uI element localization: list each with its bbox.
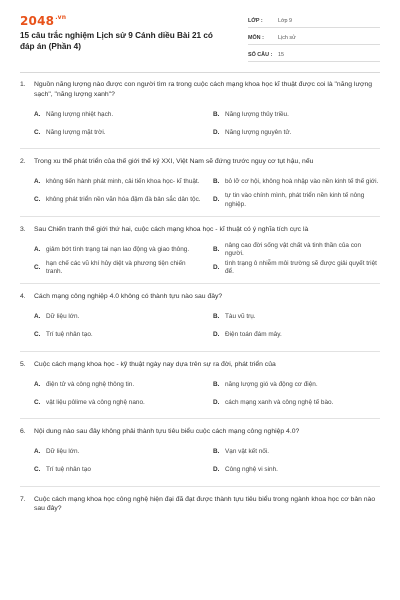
option-text: điện tử và công nghệ thông tin. bbox=[46, 380, 135, 388]
option-letter: A. bbox=[34, 313, 41, 321]
question-number: 2. bbox=[20, 158, 26, 165]
option-a[interactable] bbox=[34, 376, 201, 394]
option-a[interactable] bbox=[34, 106, 201, 124]
option-d[interactable] bbox=[213, 394, 380, 412]
option-b[interactable] bbox=[213, 376, 380, 394]
question-divider bbox=[20, 351, 380, 352]
option-letter: C. bbox=[34, 398, 41, 406]
option-letter: D. bbox=[213, 398, 220, 406]
option-letter: D. bbox=[213, 263, 220, 271]
question-5 bbox=[20, 360, 380, 420]
option-d[interactable] bbox=[213, 462, 380, 480]
meta-label: SỐ CÂU : bbox=[248, 51, 273, 58]
question-number: 6. bbox=[20, 428, 26, 435]
option-text: năng lượng gió và động cơ điện. bbox=[225, 380, 318, 388]
option-text: bỏ lỡ cơ hội, không hoà nhập vào nền kinh tế thế giới. bbox=[225, 178, 379, 186]
option-text: cách mạng xanh và công nghệ tế bào. bbox=[225, 398, 334, 406]
option-c[interactable] bbox=[34, 192, 201, 210]
meta-label: LỚP : bbox=[248, 17, 263, 24]
question-text bbox=[20, 427, 380, 437]
option-text: Tàu vũ trụ. bbox=[225, 313, 256, 321]
option-c[interactable] bbox=[34, 394, 201, 412]
question-number: 3. bbox=[20, 225, 26, 233]
option-letter: B. bbox=[213, 380, 220, 388]
option-text: giảm bớt tình trạng tai nạn lao động và giao thông. bbox=[46, 245, 190, 253]
question-divider bbox=[20, 283, 380, 284]
meta-row-count bbox=[248, 48, 380, 62]
option-text: không phát triển nền văn hóa đậm đà bản sắc dân tộc. bbox=[46, 196, 201, 204]
option-a[interactable] bbox=[34, 174, 201, 192]
option-b[interactable] bbox=[213, 241, 380, 259]
option-d[interactable] bbox=[213, 327, 380, 345]
option-text: Năng lượng mặt trời. bbox=[46, 128, 106, 136]
question-text bbox=[20, 292, 380, 302]
meta-value: 15 bbox=[278, 51, 284, 58]
meta-value: Lớp 9 bbox=[278, 17, 293, 24]
question-4 bbox=[20, 292, 380, 352]
meta-value: Lịch sử bbox=[278, 34, 296, 41]
option-a[interactable] bbox=[34, 444, 201, 462]
option-letter: B. bbox=[213, 110, 220, 118]
option-text: Năng lượng nhiệt hạch. bbox=[46, 110, 114, 118]
question-3 bbox=[20, 225, 380, 285]
option-c[interactable] bbox=[34, 124, 201, 142]
option-a[interactable] bbox=[34, 309, 201, 327]
question-6 bbox=[20, 427, 380, 487]
option-b[interactable] bbox=[213, 444, 380, 462]
option-text: Điện toán đám mây. bbox=[225, 331, 282, 339]
options bbox=[34, 241, 380, 277]
question-body: Trong xu thế phát triển của thế giới thế kỷ XXI, Việt Nam sẽ đứng trước nguy cơ tụt hậu, nếu bbox=[34, 158, 314, 165]
question-text bbox=[20, 157, 380, 167]
option-letter: B. bbox=[213, 313, 220, 321]
option-letter: D. bbox=[213, 128, 220, 136]
option-text: vật liệu pôlime và công nghệ nano. bbox=[46, 398, 145, 406]
question-body: Nội dung nào sau đây không phải thành tựu tiêu biểu cuộc cách mạng công nghiệp 4.0? bbox=[34, 428, 300, 435]
option-letter: C. bbox=[34, 128, 41, 136]
option-letter: A. bbox=[34, 245, 41, 253]
option-text: Trí tuệ nhân tạo bbox=[46, 466, 91, 474]
question-7 bbox=[20, 495, 380, 514]
option-b[interactable] bbox=[213, 309, 380, 327]
header-divider bbox=[20, 72, 380, 73]
option-text: Vạn vật kết nối. bbox=[225, 448, 270, 456]
option-b[interactable] bbox=[213, 106, 380, 124]
question-2 bbox=[20, 157, 380, 217]
option-letter: C. bbox=[34, 331, 41, 339]
option-c[interactable] bbox=[34, 259, 201, 277]
question-body: Cách mạng công nghiệp 4.0 không có thành tựu nào sau đây? bbox=[34, 293, 223, 300]
question-body: Cuộc cách mạng khoa học công nghệ hiện đại đã đạt được thành tựu tiêu biểu trong ngành khoa học cơ bản nào sau đây? bbox=[34, 495, 376, 512]
option-letter: A. bbox=[34, 178, 41, 186]
option-text: tình trạng ô nhiễm môi trường sẽ được giải quyết triệt để. bbox=[225, 259, 377, 275]
option-letter: A. bbox=[34, 110, 41, 118]
question-text bbox=[20, 80, 380, 99]
option-letter: D. bbox=[213, 466, 220, 474]
option-letter: C. bbox=[34, 263, 41, 271]
options bbox=[34, 444, 380, 480]
option-text: Trí tuệ nhân tạo. bbox=[46, 331, 93, 339]
options bbox=[34, 106, 380, 142]
option-text: tự tin vào chính mình, phát triển nền kinh tế nông nghiệp. bbox=[225, 192, 365, 208]
option-text: Năng lượng nguyên tử. bbox=[225, 128, 292, 136]
option-text: không tiến hành phát minh, cải tiến khoa học- kĩ thuật. bbox=[46, 178, 200, 186]
option-d[interactable] bbox=[213, 124, 380, 142]
question-text bbox=[20, 360, 380, 370]
option-letter: B. bbox=[213, 178, 220, 186]
question-text bbox=[20, 225, 380, 235]
question-text bbox=[20, 495, 380, 514]
question-divider bbox=[20, 418, 380, 419]
option-letter: D. bbox=[213, 331, 220, 339]
option-letter: C. bbox=[34, 196, 41, 204]
option-c[interactable] bbox=[34, 462, 201, 480]
site-logo[interactable] bbox=[20, 14, 66, 28]
question-body: Nguồn năng lượng nào được con người tìm ra trong cuộc cách mạng khoa học kĩ thuật được coi là "năng lượng sạch", "năng lượng xanh"? bbox=[34, 81, 373, 98]
page-header bbox=[20, 14, 380, 64]
option-text: Công nghệ vi sinh. bbox=[225, 466, 278, 474]
question-divider bbox=[20, 148, 380, 149]
option-letter: D. bbox=[213, 196, 220, 204]
option-letter: A. bbox=[34, 448, 41, 456]
question-1 bbox=[20, 80, 380, 149]
option-text: nâng cao đời sống vật chất và tinh thần của con người. bbox=[225, 241, 362, 257]
option-letter: B. bbox=[213, 448, 220, 456]
logo-text: 2048 bbox=[20, 14, 55, 28]
option-c[interactable] bbox=[34, 327, 201, 345]
document-title: 15 câu trắc nghiệm Lịch sử 9 Cánh diều Bài 21 có đáp án (Phần 4) bbox=[20, 31, 213, 51]
question-number: 4. bbox=[20, 293, 26, 300]
question-number: 1. bbox=[20, 81, 26, 88]
option-letter: C. bbox=[34, 466, 41, 474]
meta-table bbox=[248, 14, 380, 65]
logo-suffix: .vn bbox=[55, 14, 67, 21]
question-body: Cuộc cách mạng khoa học - kỹ thuật ngày nay dựa trên sự ra đời, phát triển của bbox=[34, 360, 276, 368]
options bbox=[34, 376, 380, 412]
options bbox=[34, 174, 380, 210]
meta-row-subject bbox=[248, 31, 380, 45]
question-divider bbox=[20, 216, 380, 217]
option-text: Dữ liệu lớn. bbox=[46, 448, 80, 456]
option-a[interactable] bbox=[34, 241, 201, 259]
question-number: 5. bbox=[20, 360, 26, 368]
option-letter: A. bbox=[34, 380, 41, 388]
question-number: 7. bbox=[20, 495, 26, 503]
meta-row-class bbox=[248, 14, 380, 28]
option-text: Năng lượng thủy triều. bbox=[225, 110, 289, 118]
option-d[interactable] bbox=[213, 192, 380, 210]
option-d[interactable] bbox=[213, 259, 380, 277]
question-body: Sau Chiến tranh thế giới thứ hai, cuộc cách mạng khoa học - kĩ thuật có ý nghĩa tích cực là bbox=[34, 225, 309, 233]
question-divider bbox=[20, 486, 380, 487]
meta-label: MÔN : bbox=[248, 34, 264, 41]
options bbox=[34, 309, 380, 345]
option-letter: B. bbox=[213, 245, 220, 253]
option-text: Dữ liệu lớn. bbox=[46, 313, 80, 321]
option-text: hạn chế các vũ khí hủy diệt và phương tiện chiến tranh. bbox=[46, 259, 186, 275]
option-b[interactable] bbox=[213, 174, 380, 192]
question-list bbox=[20, 80, 380, 514]
